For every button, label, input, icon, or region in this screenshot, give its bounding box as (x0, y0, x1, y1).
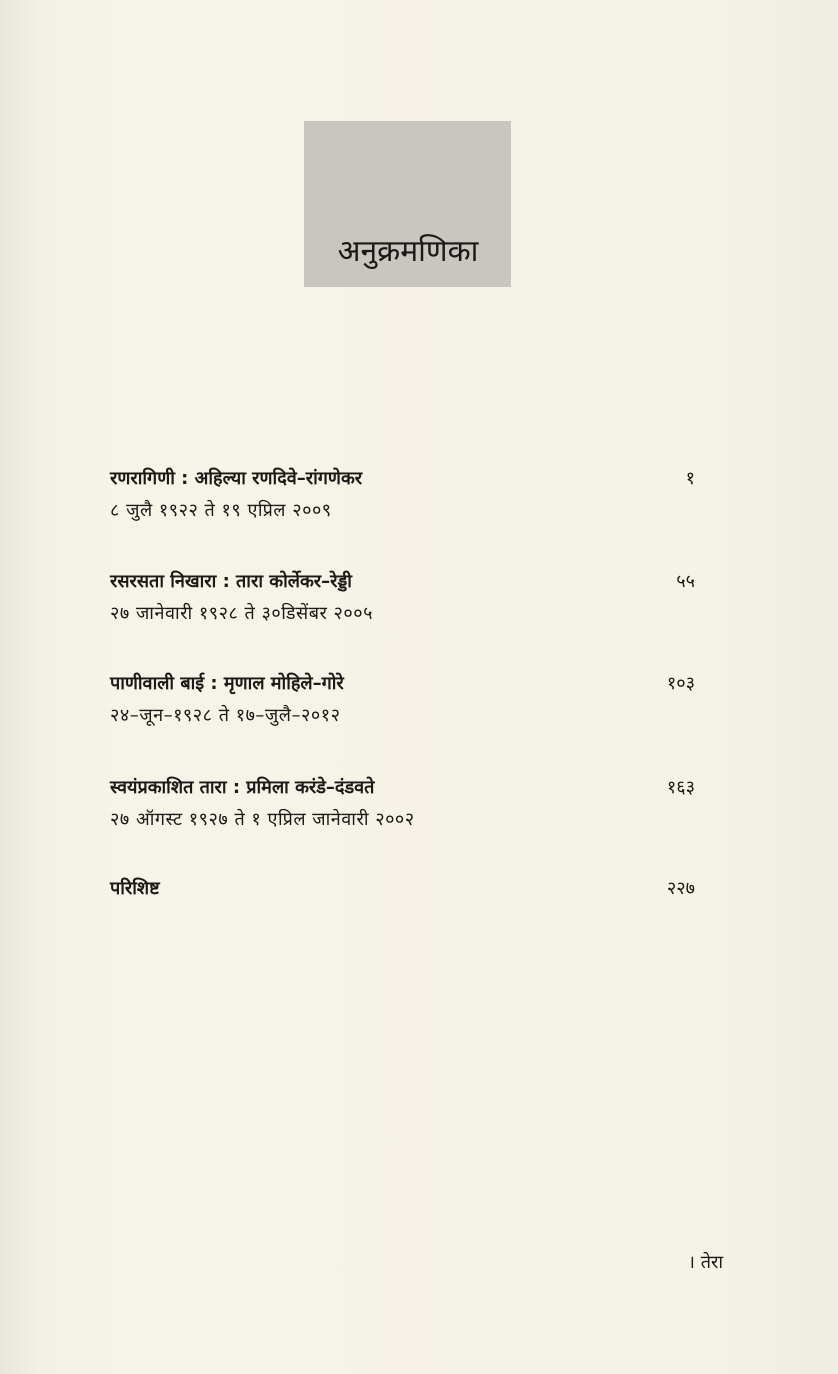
toc-entry-dates: ८ जुलै १९२२ ते १९ एप्रिल २००९ (110, 500, 332, 521)
toc-entry-page: १ (685, 468, 695, 489)
toc-entry (110, 874, 695, 906)
toc-entry (110, 567, 695, 629)
toc-entry-dates: २७ ऑगस्ट १९२७ ते १ एप्रिल जानेवारी २००२ (110, 809, 415, 830)
toc-entry-dates: २४–जून–१९२८ ते १७–जुलै–२०१२ (110, 705, 341, 726)
toc-entry-title: रसरसता निखारा : तारा कोर्लेकर–रेड्डी (110, 571, 352, 592)
toc-entry (110, 464, 695, 526)
toc-entry-page: १६३ (666, 777, 695, 798)
page-folio: । तेरा (688, 1252, 723, 1273)
toc-entry (110, 669, 695, 731)
toc-entry-title: परिशिष्ट (110, 878, 160, 899)
toc-entry-title: पाणीवाली बाई : मृणाल मोहिले–गोरे (110, 673, 344, 694)
toc-entry-title: रणरागिणी : अहिल्या रणदिवे–रांगणेकर (110, 468, 363, 489)
toc-entry-page: २२७ (666, 878, 695, 899)
toc-entry-title: स्वयंप्रकाशित तारा : प्रमिला करंडे–दंडवते (110, 777, 375, 798)
toc-entry-page: १०३ (666, 673, 695, 694)
page-title: अनुक्रमणिका (337, 234, 479, 269)
toc-entry-dates: २७ जानेवारी १९२८ ते ३०डिसेंबर २००५ (110, 603, 373, 624)
toc-entry (110, 773, 695, 835)
toc-entry-page: ५५ (676, 571, 695, 592)
